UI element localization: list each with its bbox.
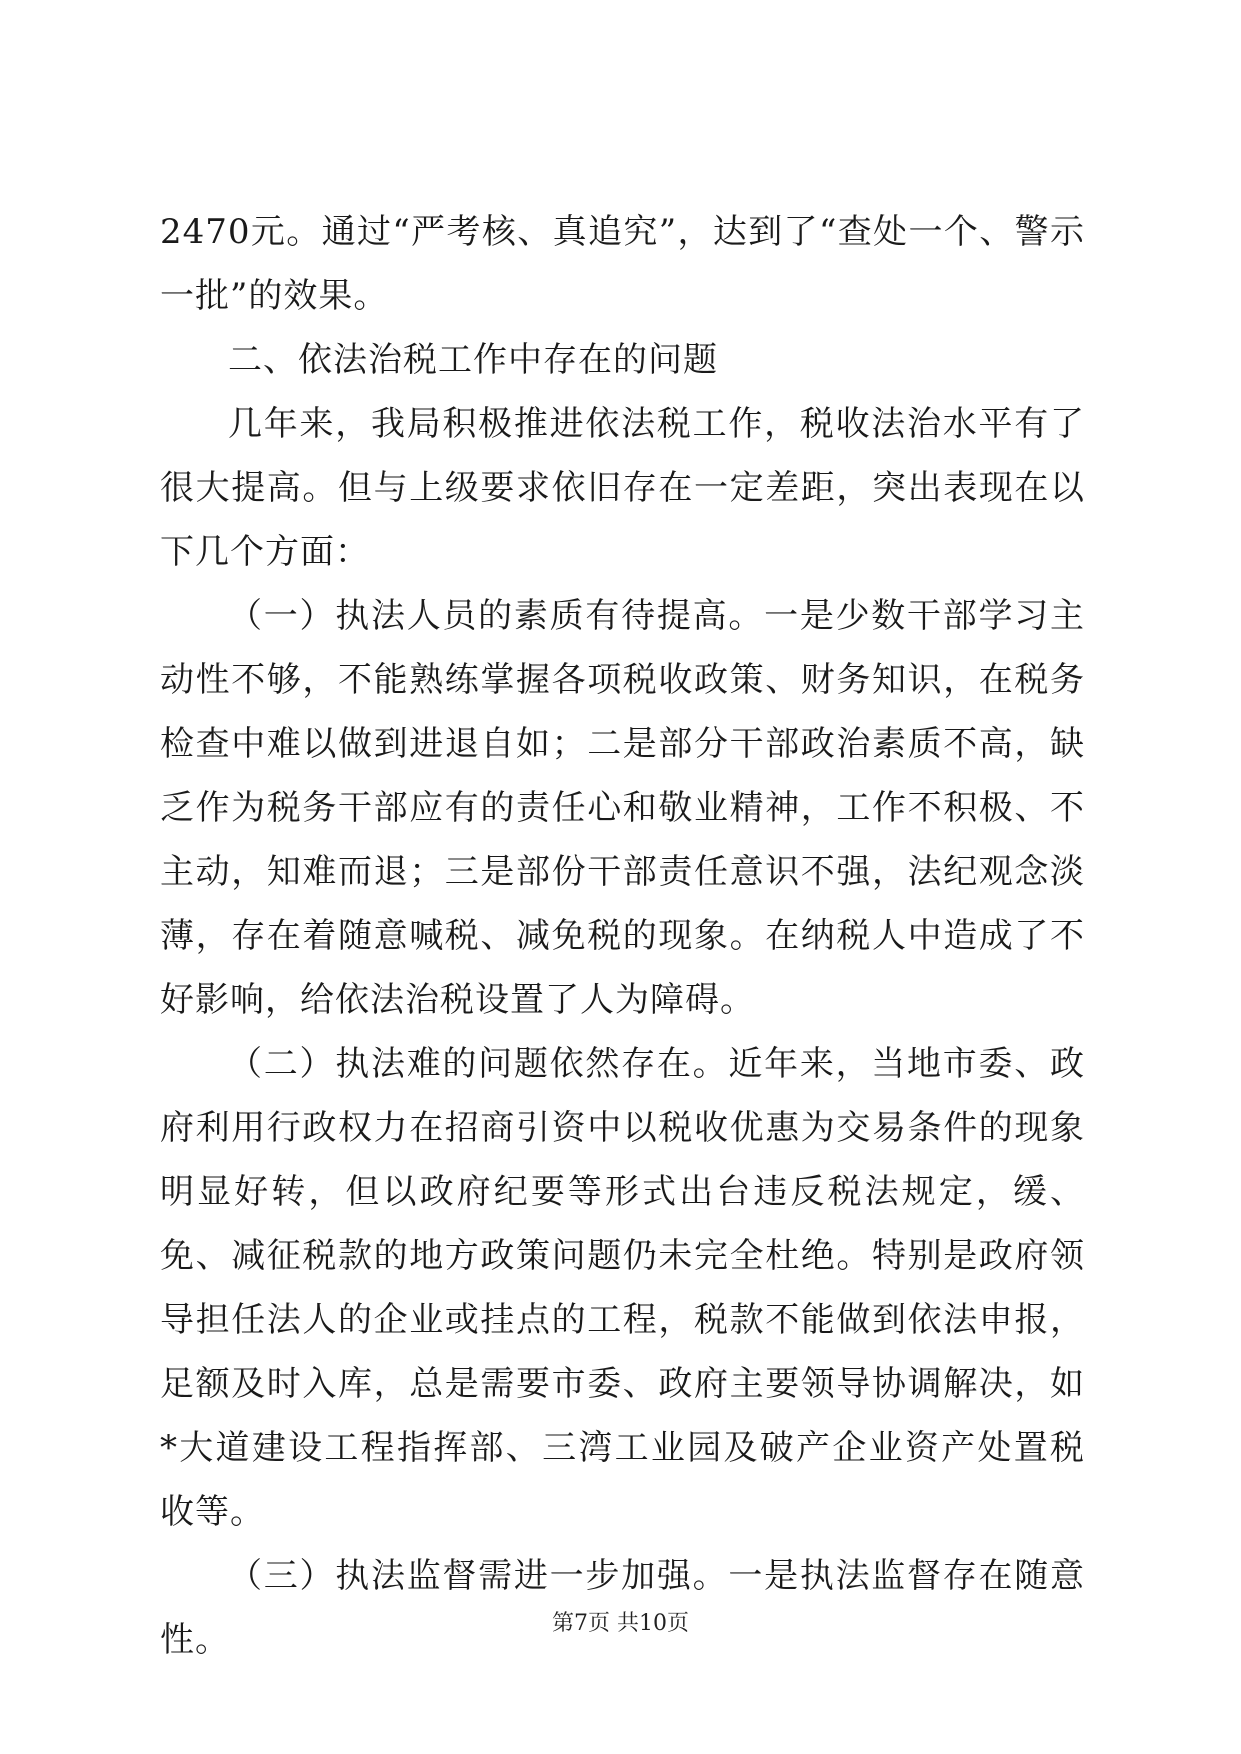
page-footer [0, 1606, 1241, 1637]
paragraph-intro: 几年来，我局积极推进依法税工作，税收法治水平有了很大提高。但与上级要求依旧存在一定差距，突出表现在以下几个方面： [160, 404, 1085, 572]
document-body [160, 200, 1085, 1672]
section-heading: 二、依法治税工作中存在的问题 [228, 340, 718, 380]
paragraph-item-2: （二）执法难的问题依然存在。近年来，当地市委、政府利用行政权力在招商引资中以税收优惠为交易条件的现象明显好转，但以政府纪要等形式出台违反税法规定，缓、免、减征税款的地方政策问题仍未完全杜绝。特别是政府领导担任法人的企业或挂点的工程，税款不能做到依法申报，足额及时入库，总是需要市委、政府主要领导协调解决，如*大道建设工程指挥部、三湾工业园及破产企业资产处置税收等。 [160, 1044, 1085, 1532]
paragraph-item-3: （三）执法监督需进一步加强。一是执法监督存在随意性。 [160, 1556, 1085, 1660]
page-number: 第7页 共10页 [552, 1611, 689, 1636]
paragraph-continuation: 2470元。通过“严考核、真追究”，达到了“查处一个、警示一批”的效果。 [160, 212, 1085, 316]
paragraph-item-1: （一）执法人员的素质有待提高。一是少数干部学习主动性不够，不能熟练掌握各项税收政策、财务知识，在税务检查中难以做到进退自如；二是部分干部政治素质不高，缺乏作为税务干部应有的责任心和敬业精神，工作不积极、不主动，知难而退；三是部份干部责任意识不强，法纪观念淡薄，存在着随意喊税、减免税的现象。在纳税人中造成了不好影响，给依法治税设置了人为障碍。 [160, 596, 1085, 1020]
